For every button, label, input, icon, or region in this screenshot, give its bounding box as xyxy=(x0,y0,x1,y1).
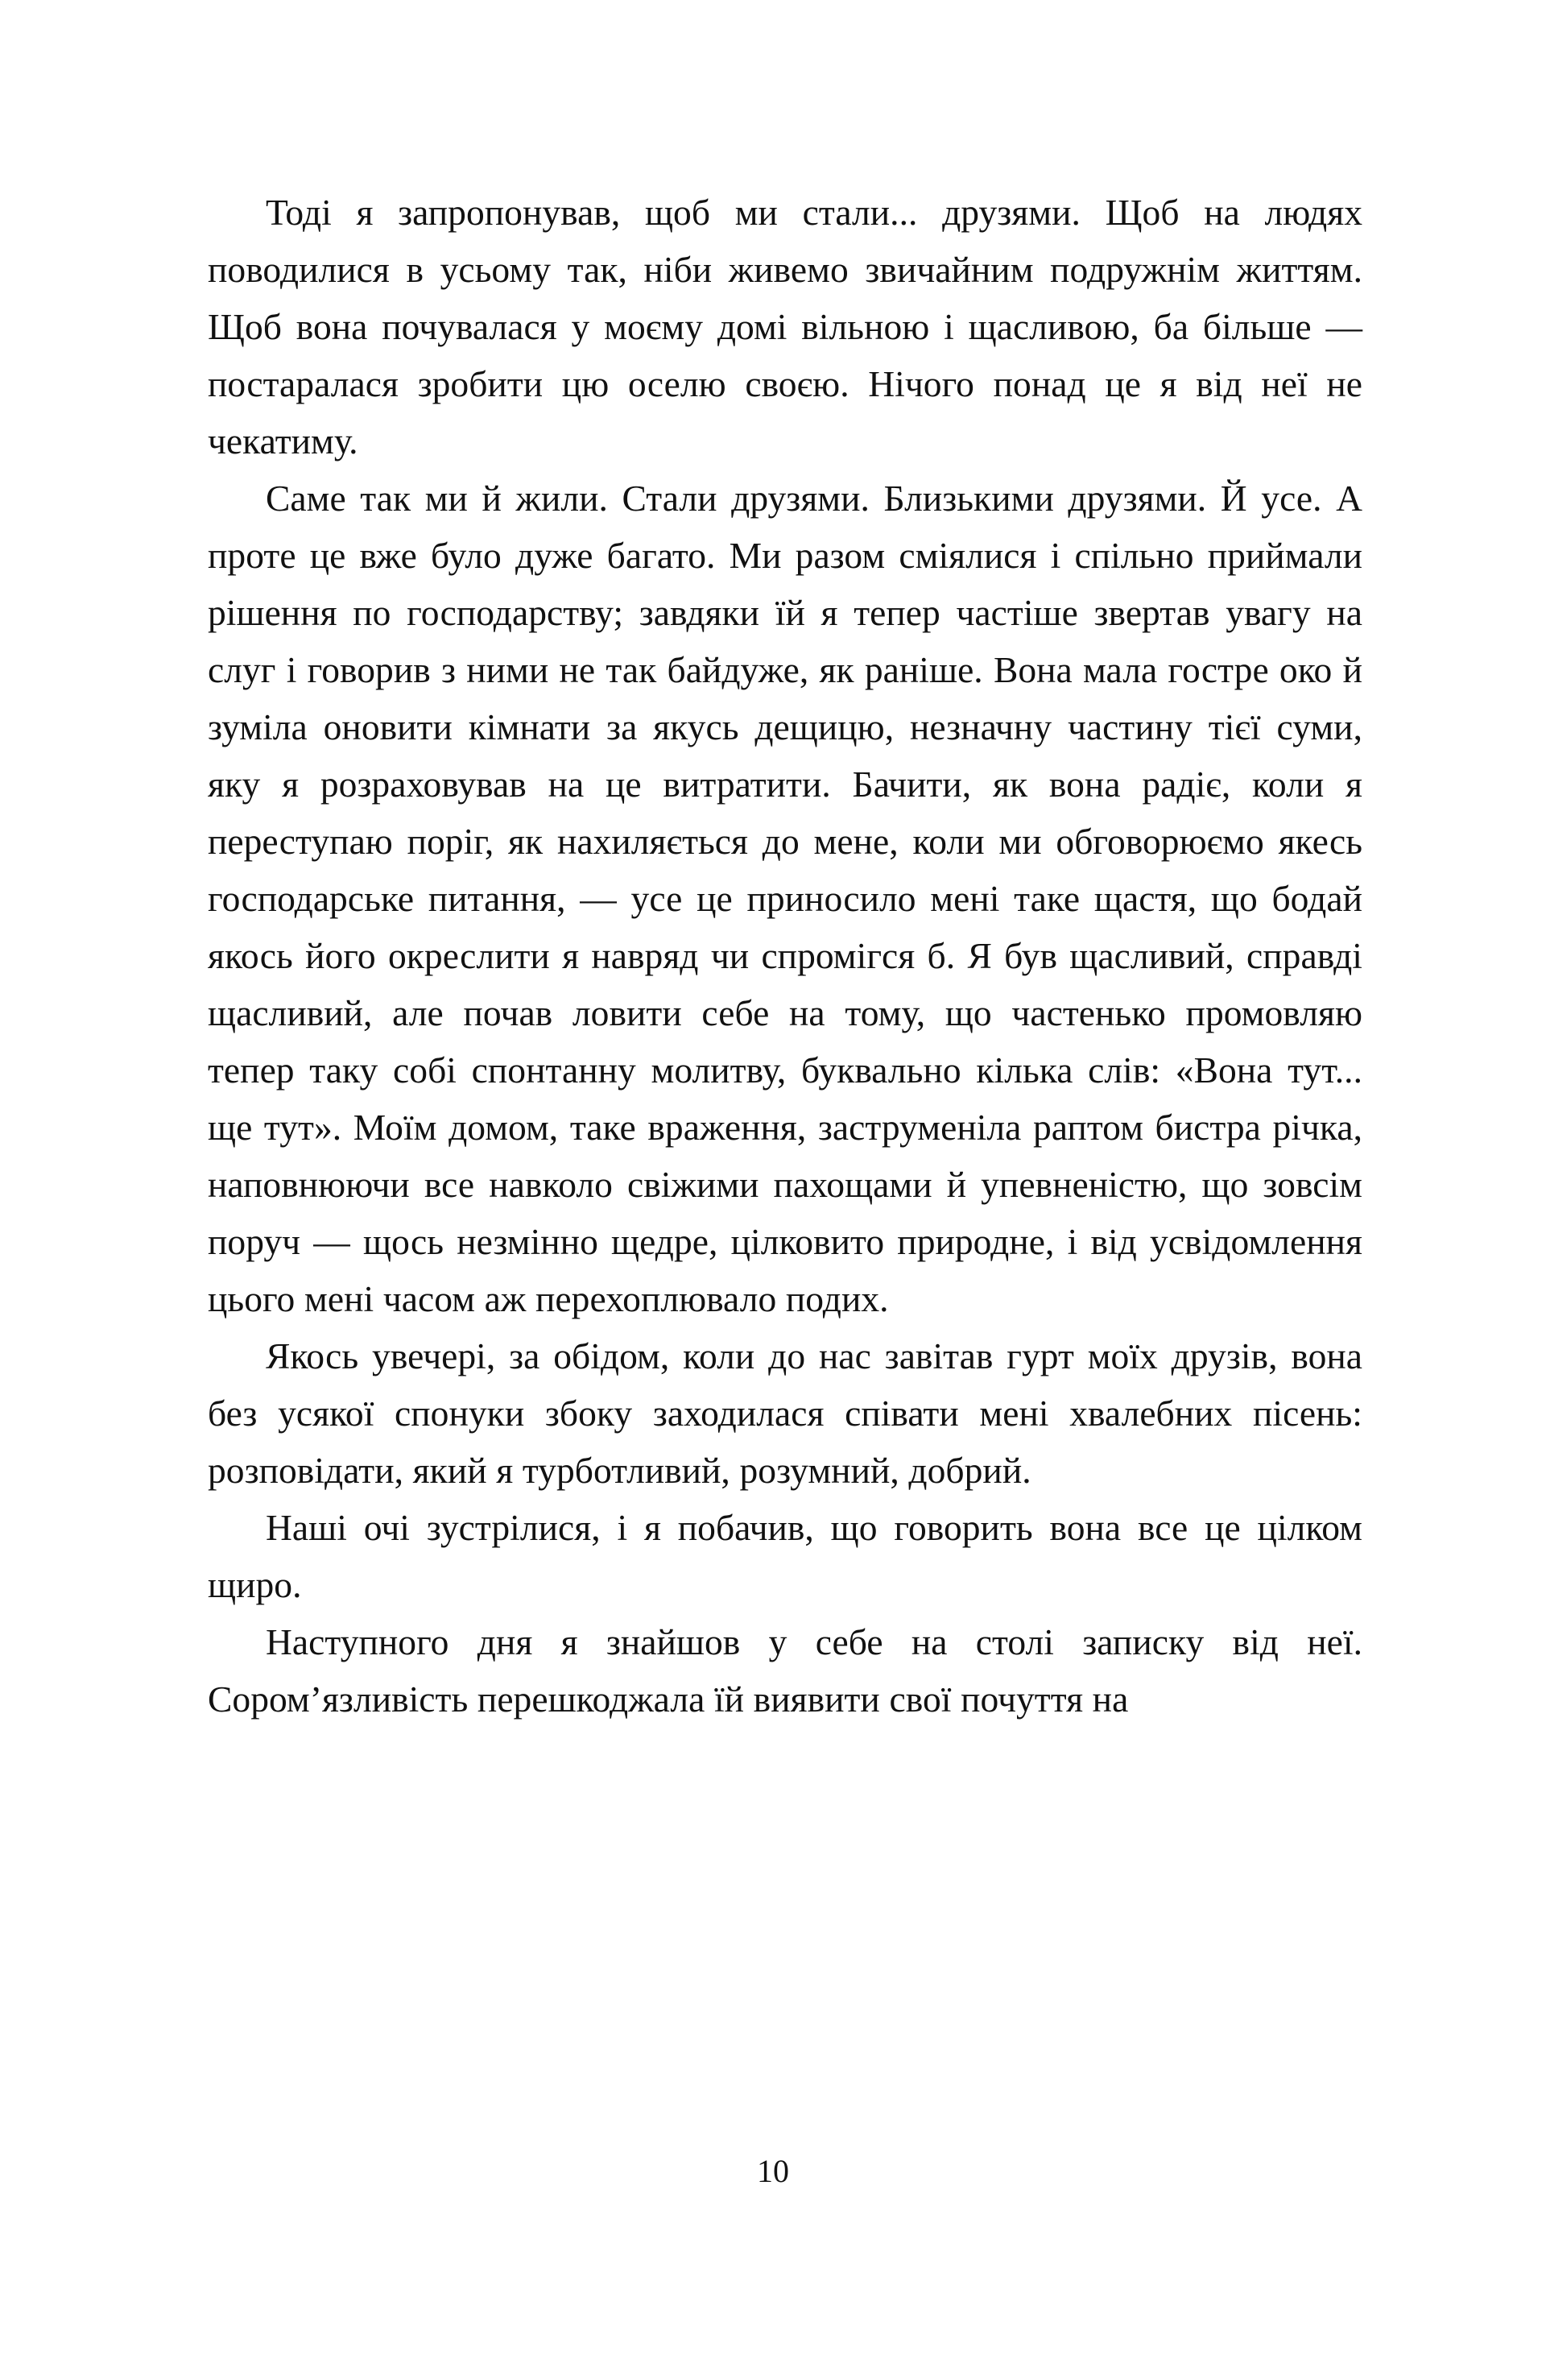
paragraph-1: Тоді я запропонував, щоб ми стали... друзями. Щоб на людях поводилися в усьому так, ніби живемо звичайним подружнім життям. Щоб вона почувалася у моєму домі вільною і щасливою, ба більше — постаралася зробити цю оселю своєю. Нічого понад це я від неї не чекатиму. xyxy=(208,192,1362,462)
paragraph-5: Наступного дня я знайшов у себе на столі записку від неї. Сором’язливість перешкоджала їй виявити свої почуття на xyxy=(208,1621,1362,1720)
paragraph-4: Наші очі зустрілися, і я побачив, що говорить вона все це цілком щиро. xyxy=(208,1507,1362,1605)
page-text-block xyxy=(208,184,1362,1728)
paragraph-2: Саме так ми й жили. Стали друзями. Близькими друзями. Й усе. А проте це вже було дуже багато. Ми разом сміялися і спільно приймали рішення по господарству; завдяки їй я тепер частіше звертав увагу на слуг і говорив з ними не так байдуже, як раніше. Вона мала гостре око й зуміла оновити кімнати за якусь дещицю, незначну частину тієї суми, яку я розраховував на це витратити. Бачити, як вона радіє, коли я переступаю поріг, як нахиляється до мене, коли ми обговорюємо якесь господарське питання, — усе це приносило мені таке щастя, що бодай якось його окреслити я навряд чи спромігся б. Я був щасливий, справді щасливий, але почав ловити себе на тому, що частенько промовляю тепер таку собі спонтанну молитву, буквально кілька слів: «Вона тут... ще тут». Моїм домом, таке враження, заструменіла раптом бистра річка, наповнюючи все навколо свіжими пахощами й упевненістю, що зовсім поруч — щось незмінно щедре, цілковито природне, і від усвідомлення цього мені часом аж перехоплювало подих. xyxy=(208,478,1362,1319)
paragraph-3: Якось увечері, за обідом, коли до нас завітав гурт моїх друзів, вона без усякої спонуки збоку заходилася співати мені хвалебних пісень: розповідати, який я турботливий, розумний, добрий. xyxy=(208,1335,1362,1491)
page-number: 10 xyxy=(757,2153,789,2189)
